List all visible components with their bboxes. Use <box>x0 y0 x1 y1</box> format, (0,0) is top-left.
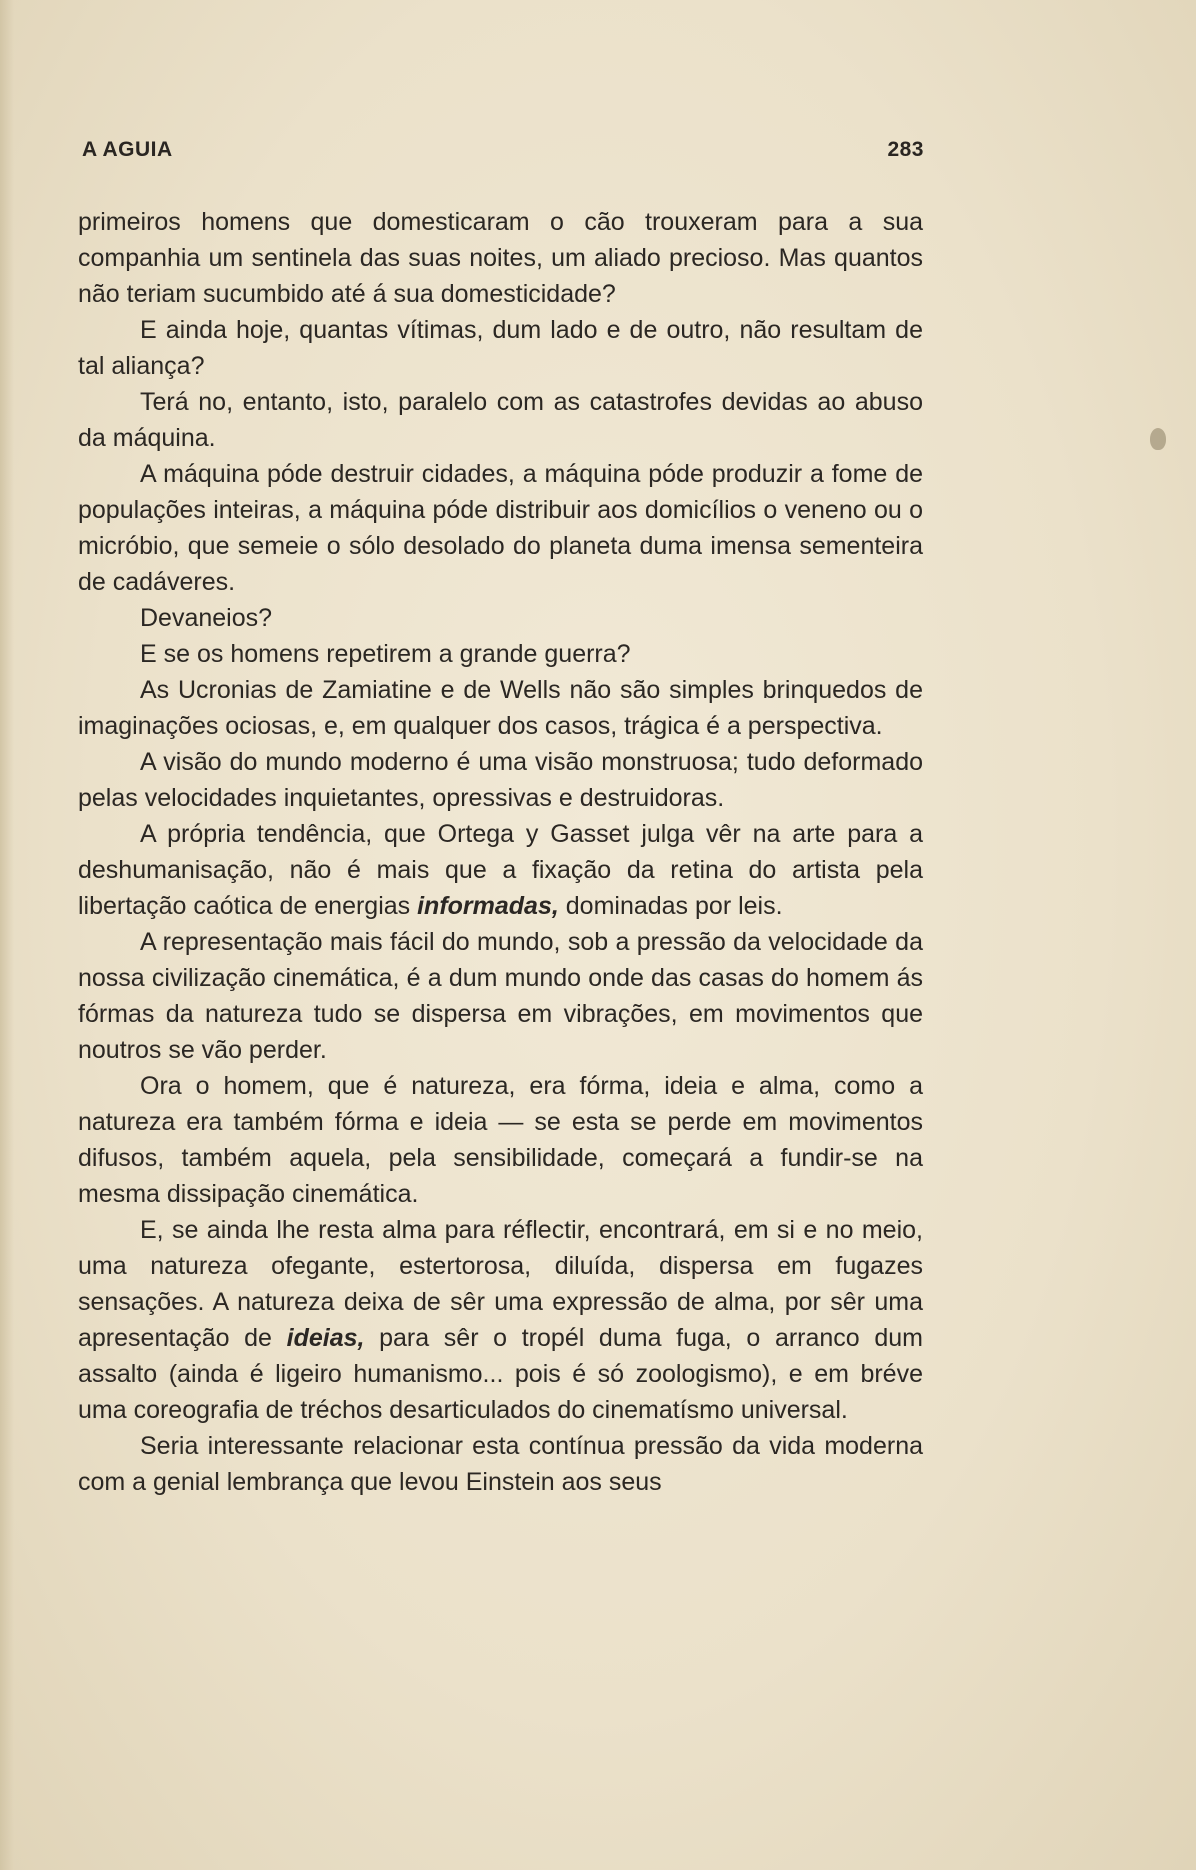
paragraph-8: A visão do mundo moderno é uma visão monstruosa; tudo deformado pelas velocidades inquietantes, opressivas e destruidoras. <box>78 748 923 812</box>
paragraph-6: E se os homens repetirem a grande guerra? <box>140 640 631 668</box>
paragraph-7: As Ucronias de Zamiatine e de Wells não são simples brinquedos de imaginações ociosas, e, em qualquer dos casos, trágica é a perspectiva. <box>78 676 923 740</box>
paragraph-13: Seria interessante relacionar esta contínua pressão da vida moderna com a genial lembrança que levou Einstein aos seus <box>78 1432 923 1496</box>
paragraph-3: Terá no, entanto, isto, paralelo com as catastrofes devidas ao abuso da máquina. <box>78 388 923 452</box>
paragraph-5: Devaneios? <box>140 604 273 632</box>
paragraph-10: A representação mais fácil do mundo, sob a pressão da velocidade da nossa civilização cinemática, é a dum mundo onde das casas do homem ás fórmas da natureza tudo se dispersa em vibrações, em movimentos que noutros se vão perder. <box>78 928 923 1064</box>
paragraph-9 <box>78 816 923 924</box>
paragraph-4: A máquina póde destruir cidades, a máquina póde produzir a fome de populações inteiras, a máquina póde distribuir aos domicílios o veneno ou o micróbio, que semeie o sólo desolado do planeta duma imensa sementeira de cadáveres. <box>78 460 923 596</box>
page-number: 283 <box>887 138 924 161</box>
running-head <box>82 138 924 168</box>
paragraph-9-text-start: A própria tendência, que Ortega y Gasset julga vêr na arte para a deshumanisação, não é mais que a fixação da retina do artista pela libertação caótica de energias <box>78 820 923 920</box>
paragraph-11: Ora o homem, que é natureza, era fórma, ideia e alma, como a natureza era também fórma e ideia — se esta se perde em movimentos difusos, também aquela, pela sensibilidade, começará a fundir-se na mesma dissipação cinemática. <box>78 1072 923 1208</box>
paragraph-9-text-end: dominadas por leis. <box>558 892 783 920</box>
paragraph-12 <box>78 1212 923 1428</box>
italic-word-informadas: informadas, <box>417 892 559 920</box>
journal-title: A AGUIA <box>82 138 173 161</box>
paragraph-12-text-start: E, se ainda lhe resta alma para réflectir, encontrará, em si e no meio, uma natureza ofegante, estertorosa, diluída, dispersa em fugazes sensações. A natureza deixa de sêr uma expressão de alma, por sêr uma apresentação de <box>78 1216 923 1352</box>
paragraph-2: E ainda hoje, quantas vítimas, dum lado e de outro, não resultam de tal aliança? <box>78 316 923 380</box>
ink-spot <box>1150 428 1166 450</box>
paragraph-1: primeiros homens que domesticaram o cão trouxeram para a sua companhia um sentinela das suas noites, um aliado precioso. Mas quantos não teriam sucumbido até á sua domesticidade? <box>78 208 923 308</box>
body-text <box>78 204 923 1500</box>
paragraph-12-text-end: para sêr o tropél duma fuga, o arranco dum assalto (ainda é ligeiro humanismo... pois é só zoologismo), e em bréve uma coreografia de tréchos desarticulados do cinematísmo universal. <box>78 1324 923 1424</box>
italic-word-ideias: ideias, <box>286 1324 365 1352</box>
